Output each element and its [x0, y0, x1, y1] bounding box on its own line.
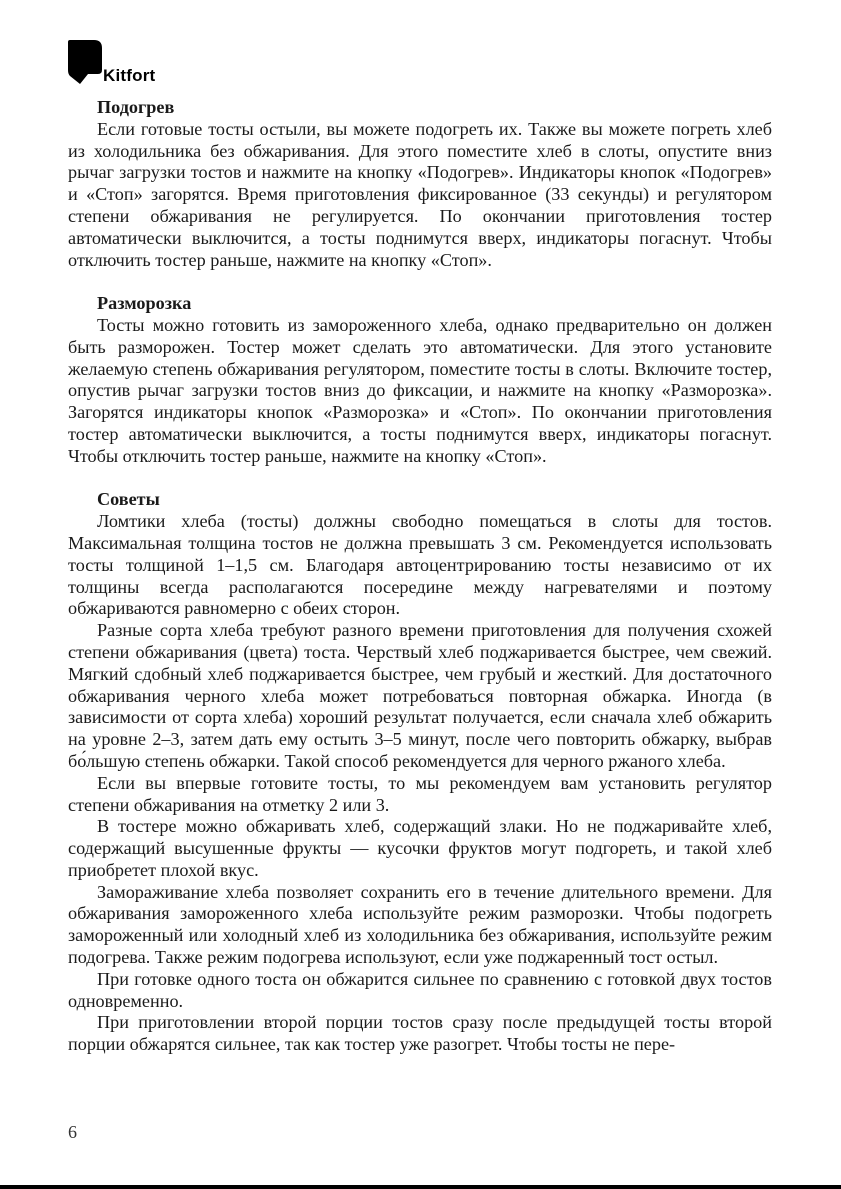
section-warming [68, 97, 772, 271]
paragraph: При готовке одного тоста он обжарится сильнее по сравнению с готовкой двух тостов одновременно. [68, 968, 772, 1011]
brand-logo [68, 40, 155, 84]
section-heading: Подогрев [97, 97, 175, 117]
kitfort-logo-icon [68, 40, 102, 84]
section-heading: Советы [97, 489, 160, 510]
bottom-rule [0, 1185, 841, 1189]
paragraph: Замораживание хлеба позволяет сохранить его в течение длительного времени. Для обжаривания замороженного хлеба используйте режим разморозки. Чтобы подогреть замороженный или холодный хлеб из холодильника без обжаривания, используйте режим подогрева. Также режим подогрева используют, если уже поджаренный тост остыл. [68, 881, 772, 968]
section-heading: Разморозка [97, 293, 192, 314]
paragraph: Тосты можно готовить из замороженного хлеба, однако предварительно он должен быть разморожен. Тостер может сделать это автоматически. Для этого установите желаемую степень обжаривания регулятором, поместите тосты в слоты. Включите тостер, опустив рычаг загрузки тостов вниз до фиксации, и нажмите на кнопку «Разморозка». Загорятся индикаторы кнопок «Разморозка» и «Стоп». По окончании приготовления тостер автоматически выключится, а тосты поднимутся вверх, индикаторы погаснут. Чтобы отключить тостер раньше, нажмите на кнопку «Стоп». [68, 314, 772, 466]
paragraph: При приготовлении второй порции тостов сразу после предыдущей тосты второй порции обжарятся сильнее, так как тостер уже разогрет. Чтобы тосты не пере- [68, 1012, 772, 1055]
brand-name: Kitfort [103, 66, 156, 85]
section-tips [68, 489, 772, 1056]
paragraph: Разные сорта хлеба требуют разного времени приготовления для получения схожей степени обжаривания (цвета) тоста. Черствый хлеб поджаривается быстрее, чем свежий. Мягкий сдобный хлеб поджаривается быстрее, чем грубый и жесткий. Для достаточного обжаривания черного хлеба может потребоваться повторная обжарка. Иногда (в зависимости от сорта хлеба) хороший результат получается, если сначала хлеб обжарить на уровне 2–3, затем дать ему остыть 3–5 минут, после чего повторить обжарку, выбрав бо́льшую степень обжарки. Такой способ рекомендуется для черного ржаного хлеба. [68, 620, 772, 771]
section-defrost [68, 293, 772, 467]
paragraph: Ломтики хлеба (тосты) должны свободно помещаться в слоты для тостов. Максимальная толщина тостов не должна превышать 3 см. Рекомендуется использовать тосты толщиной 1–1,5 см. Благодаря автоцентрированию тосты независимо от их толщины всегда располагаются посередине между нагревателями и поэтому обжариваются равномерно с обеих сторон. [68, 511, 772, 619]
paragraph: Если готовые тосты остыли, вы можете подогреть их. Также вы можете погреть хлеб из холодильника без обжаривания. Для этого поместите хлеб в слоты, опустите вниз рычаг загрузки тостов и нажмите на кнопку «Подогрев». Индикаторы кнопок «Подогрев» и «Стоп» загорятся. Время приготовления фиксированное (33 секунды) и регулятором степени обжаривания не регулируется. По окончании приготовления тостер автоматически выключится, а тосты поднимутся вверх, индикаторы погаснут. Чтобы отключить тостер раньше, нажмите на кнопку «Стоп». [68, 118, 772, 270]
paragraph: В тостере можно обжаривать хлеб, содержащий злаки. Но не поджаривайте хлеб, содержащий высушенные фрукты — кусочки фруктов могут подгореть, и такой хлеб приобретет плохой вкус. [68, 816, 772, 880]
paragraph: Если вы впервые готовите тосты, то мы рекомендуем вам установить регулятор степени обжаривания на отметку 2 или 3. [68, 772, 772, 815]
page-number: 6 [68, 1122, 77, 1142]
document-body [68, 97, 772, 1078]
